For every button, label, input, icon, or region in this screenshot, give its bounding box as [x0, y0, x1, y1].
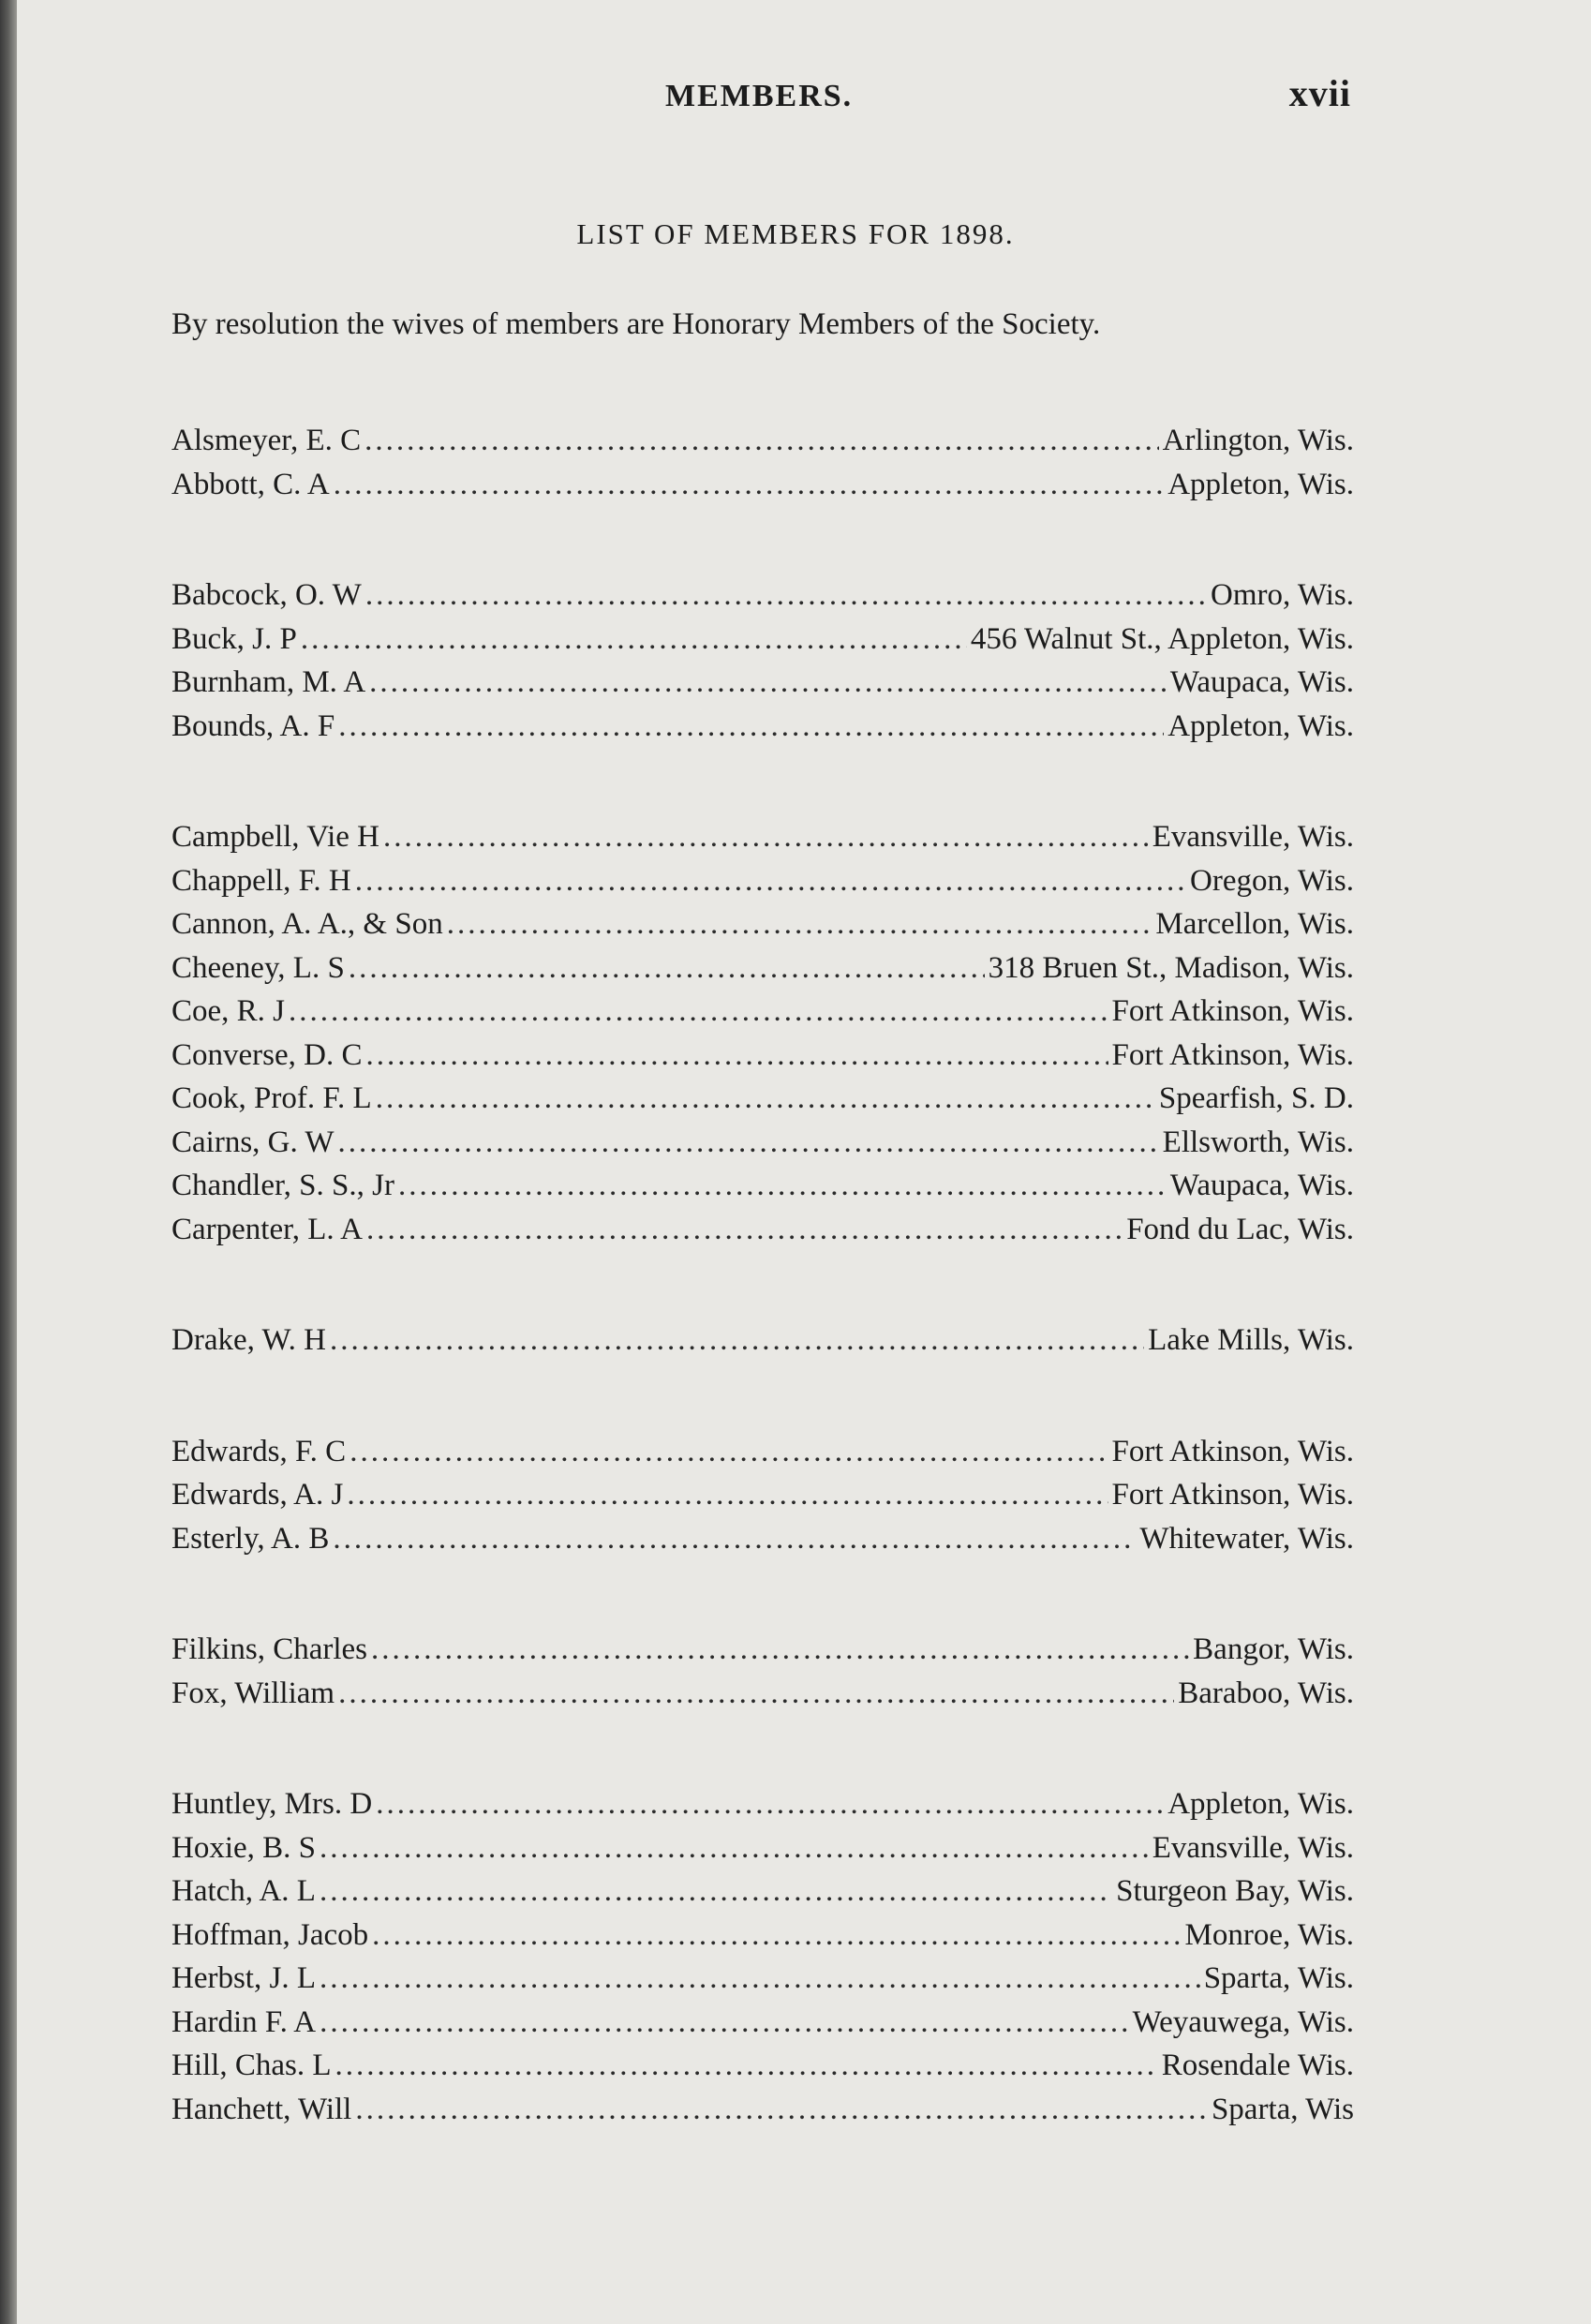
member-location: Sparta, Wis. [1203, 1961, 1354, 1995]
dot-leader [349, 1435, 1108, 1469]
member-location: Omro, Wis. [1211, 578, 1354, 612]
member-row [171, 907, 1354, 951]
page-number: xvii [1288, 72, 1351, 114]
member-group [171, 820, 1354, 1256]
member-row [171, 1874, 1354, 1918]
intro-paragraph: By resolution the wives of members are Honorary Members of the Society. [171, 307, 1101, 341]
member-location: Fort Atkinson, Wis. [1111, 1434, 1354, 1468]
member-name: Chappell, F. H [171, 863, 351, 898]
dot-leader [366, 1213, 1123, 1247]
member-row [171, 1125, 1354, 1169]
member-location: Lake Mills, Wis. [1148, 1323, 1354, 1357]
member-row [171, 665, 1354, 709]
member-row [171, 1831, 1354, 1875]
member-name: Fox, William [171, 1676, 335, 1710]
member-location: Appleton, Wis. [1167, 708, 1354, 743]
member-row [171, 424, 1354, 468]
member-location: Fort Atkinson, Wis. [1111, 994, 1354, 1028]
dot-leader [365, 1038, 1108, 1073]
member-location: Fort Atkinson, Wis. [1111, 1478, 1354, 1512]
dot-leader [301, 622, 967, 657]
dot-leader [335, 2048, 1158, 2083]
dot-leader [320, 1831, 1149, 1866]
dot-leader [355, 2093, 1208, 2127]
member-location: Sturgeon Bay, Wis. [1116, 1874, 1354, 1908]
member-row [171, 1435, 1354, 1479]
member-name: Chandler, S. S., Jr [171, 1169, 394, 1202]
dot-leader [383, 820, 1149, 855]
dot-leader [320, 1961, 1200, 1996]
member-group [171, 1787, 1354, 2136]
member-location: Baraboo, Wis. [1178, 1676, 1354, 1710]
dot-leader [398, 1169, 1167, 1203]
member-name: Campbell, Vie H [171, 820, 379, 854]
running-title: MEMBERS. [665, 79, 854, 113]
dot-leader [376, 1787, 1164, 1822]
member-location: Marcellon, Wis. [1155, 907, 1354, 941]
member-location: Appleton, Wis. [1167, 467, 1354, 501]
member-row [171, 1918, 1354, 1962]
member-location: Rosendale Wis. [1161, 2048, 1354, 2082]
member-name: Hill, Chas. L [171, 2048, 332, 2082]
member-name: Coe, R. J [171, 994, 286, 1028]
list-title: LIST OF MEMBERS FOR 1898. [576, 217, 1015, 250]
member-location: Oregon, Wis. [1190, 863, 1354, 898]
member-location: Sparta, Wis [1211, 2092, 1354, 2126]
binding-edge [0, 0, 17, 2324]
member-name: Alsmeyer, E. C [171, 424, 362, 457]
dot-leader [333, 1522, 1136, 1557]
member-row [171, 578, 1354, 622]
member-row [171, 1038, 1354, 1082]
member-location: Ellsworth, Wis. [1162, 1125, 1354, 1159]
member-row [171, 1081, 1354, 1125]
member-name: Cairns, G. W [171, 1125, 335, 1159]
member-name: Babcock, O. W [171, 578, 362, 612]
dot-leader [334, 468, 1164, 502]
member-list [171, 424, 1354, 2203]
member-name: Drake, W. H [171, 1323, 326, 1357]
member-row [171, 2093, 1354, 2137]
member-group [171, 578, 1354, 752]
member-group [171, 424, 1354, 511]
member-name: Bounds, A. F [171, 708, 335, 743]
member-location: Whitewater, Wis. [1139, 1521, 1354, 1556]
member-name: Cheeney, L. S [171, 950, 345, 985]
member-name: Edwards, F. C [171, 1434, 347, 1468]
member-location: Arlington, Wis. [1162, 424, 1354, 457]
member-name: Converse, D. C [171, 1037, 363, 1072]
member-location: Evansville, Wis. [1152, 1830, 1354, 1865]
member-name: Hanchett, Will [171, 2092, 352, 2126]
member-row [171, 709, 1354, 753]
member-row [171, 1522, 1354, 1566]
member-location: Waupaca, Wis. [1169, 1169, 1354, 1202]
dot-leader [365, 578, 1207, 613]
member-group [171, 1435, 1354, 1566]
member-row [171, 1632, 1354, 1676]
dot-leader [371, 1632, 1189, 1667]
dot-leader [369, 665, 1167, 700]
member-location: 318 Bruen St., Madison, Wis. [988, 950, 1354, 985]
member-location: Evansville, Wis. [1152, 820, 1354, 854]
member-name: Cannon, A. A., & Son [171, 907, 443, 941]
member-name: Hoxie, B. S [171, 1830, 317, 1865]
dot-leader [355, 864, 1186, 899]
member-name: Burnham, M. A [171, 665, 366, 699]
member-location: Spearfish, S. D. [1158, 1081, 1354, 1115]
member-name: Filkins, Charles [171, 1632, 368, 1666]
member-row [171, 1169, 1354, 1213]
dot-leader [289, 994, 1108, 1029]
member-location: Weyauwega, Wis. [1132, 2004, 1354, 2039]
member-location: Bangor, Wis. [1193, 1632, 1354, 1666]
dot-leader [349, 951, 985, 986]
member-location: Monroe, Wis. [1184, 1917, 1354, 1952]
member-name: Herbst, J. L [171, 1961, 316, 1995]
member-location: 456 Walnut St., Appleton, Wis. [970, 621, 1354, 656]
member-name: Carpenter, L. A [171, 1212, 363, 1246]
member-location: Fort Atkinson, Wis. [1111, 1037, 1354, 1072]
member-row [171, 820, 1354, 864]
member-location: Waupaca, Wis. [1169, 665, 1354, 699]
running-head [169, 71, 1351, 127]
dot-leader [447, 907, 1152, 942]
member-group [171, 1632, 1354, 1720]
member-name: Hatch, A. L [171, 1874, 316, 1908]
member-row [171, 951, 1354, 995]
member-row [171, 2048, 1354, 2093]
member-name: Cook, Prof. F. L [171, 1081, 372, 1115]
member-row [171, 2005, 1354, 2049]
member-row [171, 1676, 1354, 1721]
member-name: Huntley, Mrs. D [171, 1787, 373, 1821]
member-name: Edwards, A. J [171, 1478, 344, 1512]
member-name: Buck, J. P [171, 621, 297, 656]
dot-leader [338, 1125, 1159, 1160]
member-row [171, 1787, 1354, 1831]
member-location: Fond du Lac, Wis. [1126, 1212, 1354, 1246]
member-row [171, 1323, 1354, 1367]
member-row [171, 994, 1354, 1038]
member-name: Hardin F. A [171, 2004, 317, 2039]
dot-leader [376, 1081, 1155, 1116]
member-location: Appleton, Wis. [1167, 1787, 1354, 1821]
member-name: Abbott, C. A [171, 467, 330, 501]
member-row [171, 1213, 1354, 1257]
member-row [171, 864, 1354, 908]
member-row [171, 622, 1354, 666]
member-row [171, 468, 1354, 512]
dot-leader [338, 709, 1164, 744]
dot-leader [338, 1676, 1174, 1711]
member-group [171, 1323, 1354, 1367]
dot-leader [320, 1874, 1112, 1909]
member-row [171, 1961, 1354, 2005]
dot-leader [320, 2005, 1128, 2040]
member-name: Hoffman, Jacob [171, 1917, 369, 1952]
dot-leader [364, 424, 1159, 458]
member-row [171, 1478, 1354, 1522]
dot-leader [372, 1918, 1181, 1953]
member-name: Esterly, A. B [171, 1521, 330, 1556]
dot-leader [330, 1323, 1144, 1358]
dot-leader [347, 1478, 1108, 1512]
